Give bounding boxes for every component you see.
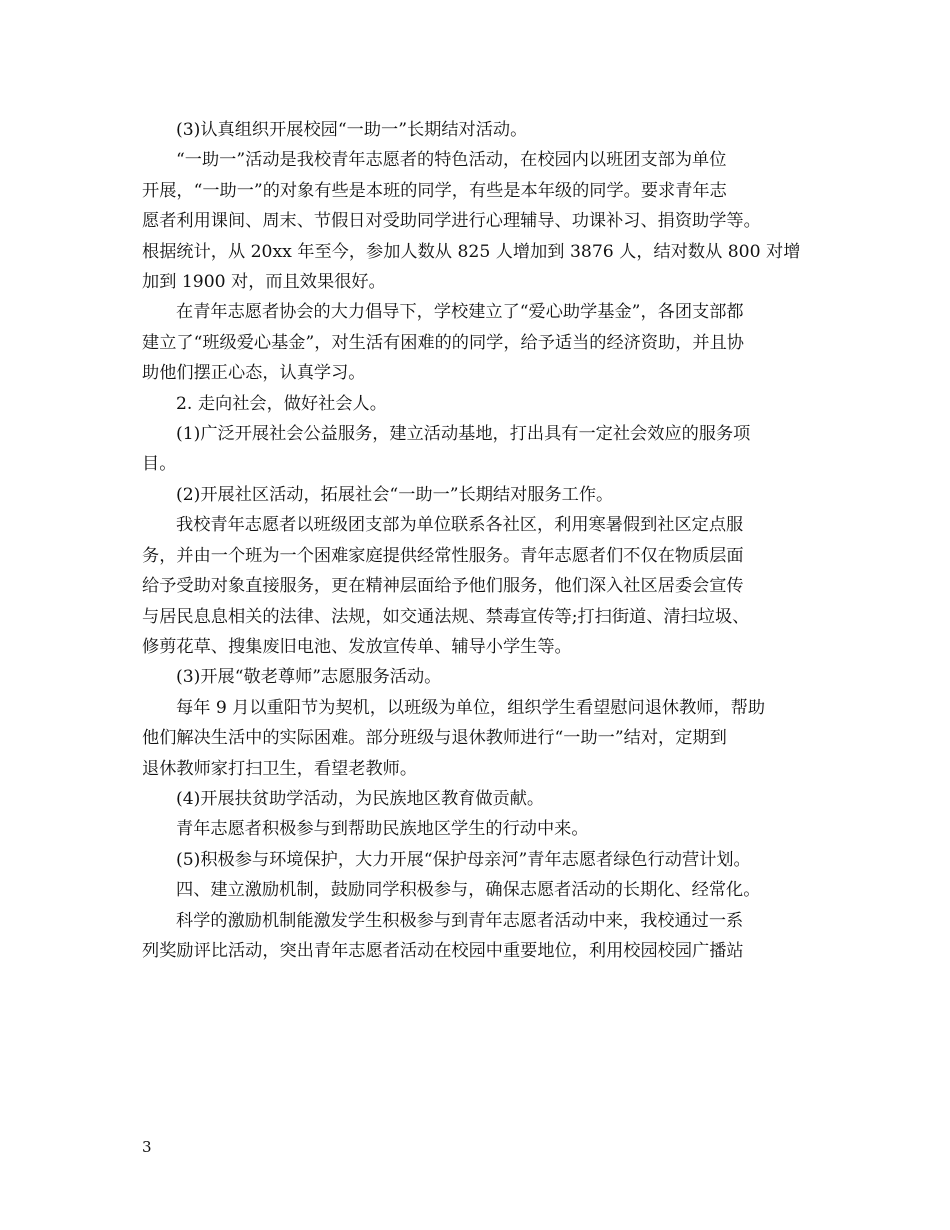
text-line: 每年 9 月以重阳节为契机，以班级为单位，组织学生看望慰问退休教师，帮助 [176,697,766,718]
text-line: 目。 [142,454,177,475]
text-line: (4)开展扶贫助学活动，为民族地区教育做贡献。 [176,788,545,809]
text-line: 助他们摆正心态，认真学习。 [142,363,366,384]
text-line: 他们解决生活中的实际困难。部分班级与退休教师进行“一助一”结对，定期到 [142,728,727,749]
text-line: 在青年志愿者协会的大力倡导下，学校建立了“爱心助学基金”，各团支部都 [176,302,744,323]
text-line: 开展，“一助一”的对象有些是本班的同学，有些是本年级的同学。要求青年志 [142,180,727,201]
text-line: (3)开展“敬老尊师”志愿服务活动。 [176,667,442,688]
text-line: (5)积极参与环境保护，大力开展“保护母亲河”青年志愿者绿色行动营计划。 [176,849,751,870]
text-line: 2. 走向社会，做好社会人。 [176,393,387,414]
text-line: “一助一”活动是我校青年志愿者的特色活动，在校园内以班团支部为单位 [176,150,727,171]
text-line: 修剪花草、搜集废旧电池、发放宣传单、辅导小学生等。 [142,636,572,657]
text-line: (2)开展社区活动，拓展社会“一助一”长期结对服务工作。 [176,484,614,505]
document-body [142,115,814,966]
text-line: 给予受助对象直接服务，更在精神层面给予他们服务，他们深入社区居委会宣传 [142,576,744,597]
text-line: 务，并由一个班为一个困难家庭提供经常性服务。青年志愿者们不仅在物质层面 [142,545,744,566]
text-line: 我校青年志愿者以班级团支部为单位联系各社区，利用寒暑假到社区定点服 [176,515,744,536]
page-number: 3 [142,1138,152,1156]
text-line: 愿者利用课间、周末、节假日对受助同学进行心理辅导、功课补习、捐资助学等。 [142,211,761,232]
text-line: 科学的激励机制能激发学生积极参与到青年志愿者活动中来，我校通过一系 [176,910,744,931]
text-line: (1)广泛开展社会公益服务，建立活动基地，打出具有一定社会效应的服务项 [176,424,751,445]
text-line: 青年志愿者积极参与到帮助民族地区学生的行动中来。 [176,819,589,840]
text-line: 与居民息息相关的法律、法规，如交通法规、禁毒宣传等;打扫街道、清扫垃圾、 [142,606,750,627]
text-line: 加到 1900 对，而且效果很好。 [142,272,386,293]
text-line: (3)认真组织开展校园“一助一”长期结对活动。 [176,120,528,140]
text-line: 列奖励评比活动，突出青年志愿者活动在校园中重要地位，利用校园校园广播站 [142,940,744,961]
text-line: 四、建立激励机制，鼓励同学积极参与，确保志愿者活动的长期化、经常化。 [176,880,761,901]
text-line: 根据统计，从 20xx 年至今，参加人数从 825 人增加到 3876 人，结对数从 800 对增 [142,241,801,262]
text-line: 建立了“班级爱心基金”，对生活有困难的的同学，给予适当的经济资助，并且协 [142,332,744,353]
text-line: 退休教师家打扫卫生，看望老教师。 [142,758,418,779]
